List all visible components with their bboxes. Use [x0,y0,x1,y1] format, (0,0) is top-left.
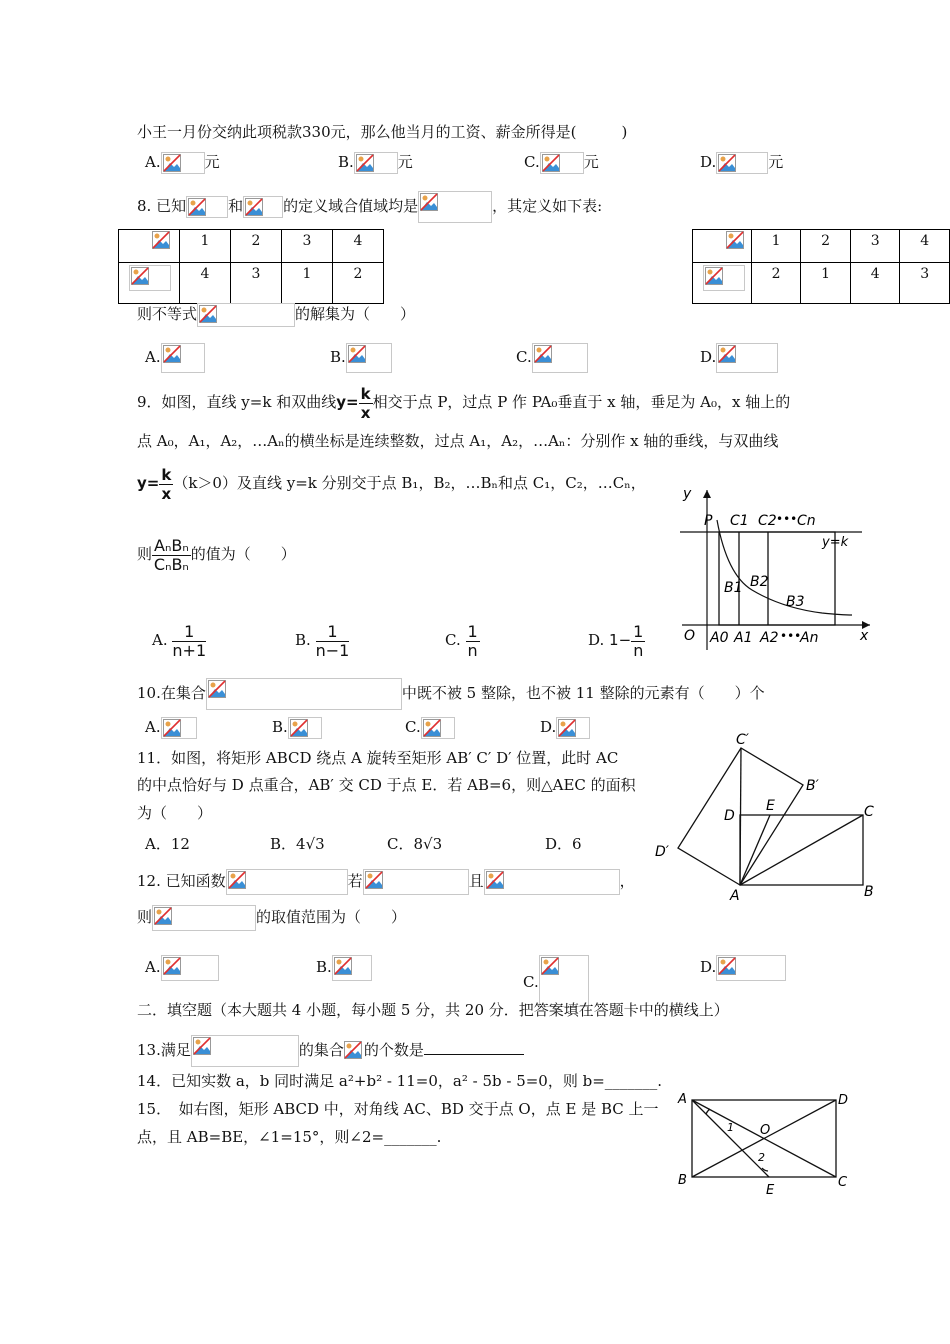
broken-image-icon [131,267,149,285]
q8-option-a[interactable]: A. [145,343,205,373]
formula-image [288,717,322,739]
broken-image-icon [193,1037,211,1055]
q12-stem: 12. 已知函数 若 且 ， [137,869,635,895]
q12-option-d[interactable]: D. [700,955,786,981]
svg-text:C1: C1 [730,513,749,529]
formula-image [161,152,205,174]
q10-option-a[interactable]: A. [145,717,197,739]
svg-text:A: A [730,888,740,904]
svg-text:•••: ••• [780,629,802,643]
broken-image-icon [163,345,181,363]
broken-image-icon [344,1041,362,1059]
formula-image [363,869,469,895]
svg-text:B3: B3 [786,594,805,610]
broken-image-icon [152,231,170,249]
broken-image-icon [228,871,246,889]
broken-image-icon [208,680,226,698]
svg-text:A1: A1 [734,630,753,646]
definition-table-g: 1 2 3 4 2 1 4 3 [692,229,950,304]
svg-text:A2: A2 [760,630,779,646]
broken-image-icon [534,345,552,363]
q9-option-b[interactable]: B. $\frac{1}{n-1}$ [295,621,350,660]
broken-image-icon [290,719,308,737]
formula-image [716,152,768,174]
q8-option-d[interactable]: D. [700,343,778,373]
broken-image-icon [558,719,576,737]
broken-image-icon [542,154,560,172]
broken-image-icon [199,305,217,323]
hyperbola-figure [672,480,882,655]
formula-image [716,955,786,981]
q9-line3: y= $\frac{k}{x}$ （k＞0）及直线 y=k 分别交于点 B₁，B₂，…Bₙ和点 C₁，C₂，…Cₙ， [137,465,646,503]
svg-text:B: B [864,884,874,900]
formula-image [344,1041,364,1061]
svg-text:E: E [766,1183,775,1198]
q11-option-c[interactable]: C．8√3 [387,835,443,853]
q8-stem: 8. 已知 和 的定义域合值域均是 ，其定义如下表: [137,191,602,223]
broken-image-icon [163,957,181,975]
q7-option-b[interactable]: B. 元 [338,152,413,174]
broken-image-icon [541,957,559,975]
formula-image [540,152,584,174]
broken-image-icon [334,957,352,975]
answer-blank [424,1040,524,1055]
broken-image-icon [718,154,736,172]
q12-option-b[interactable]: B. [316,955,372,981]
svg-text:A: A [678,1092,687,1107]
formula-image [129,265,171,291]
formula-image [226,869,348,895]
q9-line4: 则 $\frac{\text{AₙBₙ}}{\text{CₙBₙ}}$ 的值为（ ） [137,535,296,574]
q13-stem: 13.满足 的集合 的个数是 [137,1035,524,1067]
formula-image [354,152,398,174]
q9-option-d[interactable]: D. 1− $\frac{1}{n}$ [588,621,644,660]
q10-stem: 10.在集合 中既不被 5 整除，也不被 11 整除的元素有（ ）个 [137,678,765,710]
broken-image-icon [718,345,736,363]
formula-image [332,955,372,981]
q9-option-a[interactable]: A. $\frac{1}{n+1}$ [152,621,207,660]
q11-option-d[interactable]: D．6 [545,835,582,853]
q10-option-b[interactable]: B. [272,717,322,739]
formula-image [161,955,219,981]
svg-text:O: O [684,628,696,644]
q11-line3: 为（ ） [137,804,213,822]
broken-image-icon [245,198,263,216]
rectangle-diagonal-figure [676,1088,861,1200]
q11-line1: 11．如图，将矩形 ABCD 绕点 A 旋转至矩形 AB′ C′ D′ 位置，此时 AC [137,749,619,767]
q12-option-c[interactable]: C. [523,955,589,1007]
q7-option-c[interactable]: C. 元 [524,152,599,174]
broken-image-icon [705,267,723,285]
svg-text:D: D [724,808,735,824]
broken-image-icon [154,907,172,925]
svg-text:2: 2 [758,1151,765,1164]
svg-text:An: An [800,630,819,646]
q8-option-c[interactable]: C. [516,343,588,373]
q15-line2: 点，且 AB=BE，∠1=15°，则∠2=_______. [137,1128,442,1146]
rotated-rectangle-figure [650,728,885,908]
q7-option-d[interactable]: D. 元 [700,152,783,174]
svg-text:C′: C′ [736,732,749,748]
svg-text:C: C [838,1175,848,1190]
q14-stem: 14．已知实数 a，b 同时满足 a²+b² - 11=0，a² - 5b - 5=0，则 b=_______. [137,1072,663,1090]
q12-line2: 则 的取值范围为（ ） [137,905,406,931]
svg-text:C2: C2 [758,513,777,529]
x-axis-label: x [860,628,869,644]
formula-image [161,343,205,373]
q11-option-b[interactable]: B．4√3 [270,835,325,853]
svg-text:O: O [760,1123,771,1138]
q7-stem: 小王一月份交纳此项税款330元，那么他当月的工资、薪金所得是( ) [137,123,628,141]
broken-image-icon [718,957,736,975]
broken-image-icon [726,231,744,249]
q9-option-c[interactable]: C. $\frac{1}{n}$ [445,621,478,660]
formula-image [716,343,778,373]
q12-option-a[interactable]: A. [145,955,219,981]
svg-text:B: B [678,1173,687,1188]
q8-option-b[interactable]: B. [330,343,392,373]
svg-text:•••: ••• [776,512,798,526]
formula-image [243,196,283,218]
broken-image-icon [188,198,206,216]
svg-text:E: E [766,798,775,814]
formula-image [206,678,402,710]
broken-image-icon [163,719,181,737]
svg-text:y=k: y=k [822,535,849,550]
q9-line2: 点 A₀，A₁，A₂，…Aₙ的横坐标是连续整数，过点 A₁，A₂，…Aₙ：分别作 x 轴的垂线，与双曲线 [137,432,779,450]
formula-image [556,717,590,739]
q10-option-d[interactable]: D. [540,717,590,739]
formula-image [197,303,295,327]
definition-table-f: 1 2 3 4 4 3 1 2 [118,229,384,304]
svg-text:D: D [838,1093,849,1108]
broken-image-icon [423,719,441,737]
formula-image [418,191,492,223]
formula-image [191,1035,299,1067]
svg-text:A0: A0 [710,630,729,646]
broken-image-icon [486,871,504,889]
svg-text:Cn: Cn [797,513,816,529]
svg-text:1: 1 [727,1121,734,1134]
y-axis-label: y [683,486,692,502]
svg-text:B1: B1 [724,580,743,596]
q10-option-c[interactable]: C. [405,717,455,739]
q15-line1: 15． 如右图，矩形 ABCD 中，对角线 AC、BD 交于点 O，点 E 是 BC 上一 [137,1100,659,1118]
q8-inequality: 则不等式 的解集为（ ） [137,303,415,327]
broken-image-icon [420,193,438,211]
formula-image [484,869,620,895]
broken-image-icon [356,154,374,172]
q7-option-a[interactable]: A. 元 [145,152,220,174]
formula-image [161,717,197,739]
broken-image-icon [163,154,181,172]
formula-image [532,343,588,373]
formula-image [152,905,256,931]
svg-text:B′: B′ [806,778,819,794]
formula-image [186,196,228,218]
formula-image [421,717,455,739]
broken-image-icon [348,345,366,363]
svg-text:B2: B2 [750,574,769,590]
q11-option-a[interactable]: A．12 [145,835,190,853]
broken-image-icon [365,871,383,889]
formula-image [703,265,745,291]
q9-line1: 9．如图，直线 y=k 和双曲线y= $\frac{k}{x}$ 相交于点 P，过点 P 作 PA₀垂直于 x 轴，垂足为 A₀，x 轴上的 [137,384,791,422]
svg-text:D′: D′ [655,844,669,860]
svg-text:P: P [704,513,713,529]
formula-image [346,343,392,373]
section-heading: 二．填空题（本大题共 4 小题，每小题 5 分，共 20 分．把答案填在答题卡中的横线上） [137,1001,729,1019]
svg-text:C: C [864,804,874,820]
q11-line2: 的中点恰好与 D 点重合，AB′ 交 CD 于点 E．若 AB=6，则△AEC 的面积 [137,776,636,794]
